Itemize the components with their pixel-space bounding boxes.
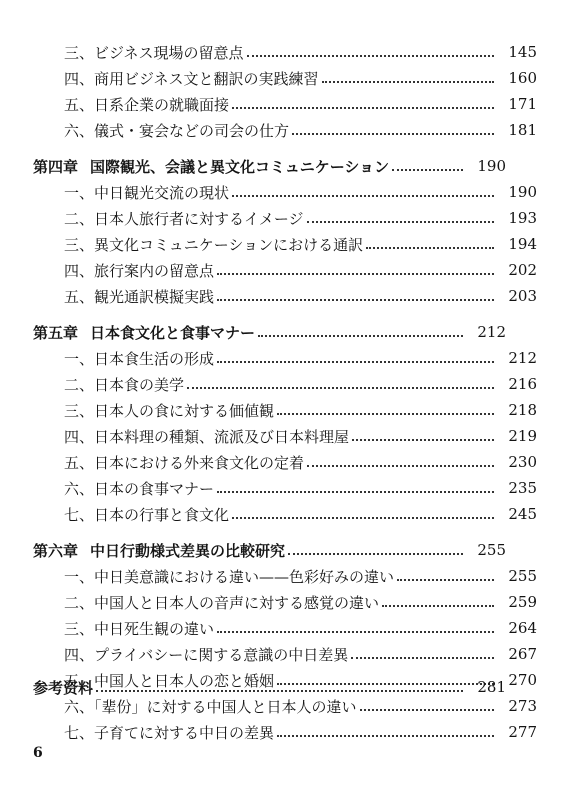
toc-chapter-entry [0, 155, 533, 177]
dot-leader [360, 709, 494, 711]
dot-leader [307, 221, 494, 223]
entry-title: 七、子育てに対する中日の差異 [64, 723, 275, 742]
toc-section-entry [0, 285, 564, 307]
entry-page-number: 219 [508, 427, 537, 445]
entry-page-number: 235 [508, 479, 537, 497]
toc-section-entry [0, 425, 564, 447]
entry-page-number: 259 [508, 593, 537, 611]
entry-title: 四、プライバシーに関する意識の中日差異 [64, 645, 349, 664]
toc-section-entry [0, 41, 564, 63]
entry-title: 五、中国人と日本人の恋と婚姻 [64, 671, 275, 690]
toc-section-entry [0, 181, 564, 203]
entry-page-number: 267 [508, 645, 537, 663]
toc-section-entry [0, 591, 564, 613]
toc-section-entry [0, 451, 564, 473]
dot-leader [258, 335, 463, 337]
dot-leader [351, 657, 494, 659]
entry-title: 六、「辈份」に対する中国人と日本人の違い [64, 697, 357, 716]
entry-title: 一、中日美意識における違い——色彩好みの違い [64, 567, 395, 586]
dot-leader [232, 107, 494, 109]
entry-page-number: 212 [477, 323, 506, 341]
toc-section-entry [0, 399, 564, 421]
entry-title: 四、旅行案内の留意点 [64, 261, 215, 280]
entry-page-number: 216 [508, 375, 537, 393]
entry-page-number: 190 [477, 157, 506, 175]
entry-page-number: 277 [508, 723, 537, 741]
dot-leader [217, 299, 494, 301]
toc-section-entry [0, 565, 564, 587]
entry-title: 二、日本人旅行者に対するイメージ [64, 209, 304, 228]
dot-leader [307, 465, 494, 467]
dot-leader [352, 439, 494, 441]
entry-page-number: 230 [508, 453, 537, 471]
toc-section-entry [0, 207, 564, 229]
toc-reference-entry [0, 676, 533, 698]
dot-leader [232, 195, 494, 197]
entry-title: 四、日本料理の種類、流派及び日本料理屋 [64, 427, 350, 446]
entry-title: 五、日本における外来食文化の定着 [64, 453, 305, 472]
dot-leader [217, 491, 494, 493]
dot-leader [322, 81, 494, 83]
toc-chapter-entry [0, 321, 533, 343]
toc-section-entry [0, 373, 564, 395]
toc-section-entry [0, 721, 564, 743]
dot-leader [217, 273, 494, 275]
entry-title: 日本食文化と食事マナー [90, 323, 256, 342]
entry-page-number: 193 [508, 209, 537, 227]
entry-page-number: 171 [508, 95, 537, 113]
entry-page-number: 218 [508, 401, 537, 419]
entry-page-number: 203 [508, 287, 537, 305]
entry-title: 三、ビジネス現場の留意点 [64, 43, 244, 62]
dot-leader [392, 169, 463, 171]
dot-leader [288, 553, 463, 555]
entry-page-number: 145 [508, 43, 537, 61]
entry-page-number: 202 [508, 261, 537, 279]
entry-page-number: 255 [508, 567, 537, 585]
entry-title: 五、観光通訳模擬実践 [64, 287, 215, 306]
toc-section-entry [0, 503, 564, 525]
entry-title: 五、日系企業の就職面接 [64, 95, 230, 114]
entry-page-number: 190 [508, 183, 537, 201]
entry-title: 二、日本食の美学 [64, 375, 185, 394]
entry-title: 七、日本の行事と食文化 [64, 505, 230, 524]
dot-leader [277, 735, 494, 737]
toc-chapter-entry [0, 539, 533, 561]
toc-section-entry [0, 695, 564, 717]
dot-leader [292, 133, 494, 135]
entry-title: 二、中国人と日本人の音声に対する感覚の違い [64, 593, 380, 612]
toc-section-entry [0, 67, 564, 89]
entry-title: 参考资料 [33, 678, 94, 697]
dot-leader [397, 579, 494, 581]
toc-section-entry [0, 643, 564, 665]
entry-title: 国際観光、会議と異文化コミュニケーション [90, 157, 390, 176]
entry-page-number: 245 [508, 505, 537, 523]
dot-leader [382, 605, 494, 607]
entry-page-number: 160 [508, 69, 537, 87]
dot-leader [187, 387, 494, 389]
entry-title: 四、商用ビジネス文と翻訳の実践練習 [64, 69, 319, 88]
entry-page-number: 281 [477, 678, 506, 696]
entry-title: 六、儀式・宴会などの司会の仕方 [64, 121, 290, 140]
toc-section-entry [0, 233, 564, 255]
dot-leader [247, 55, 494, 57]
page-number: 6 [33, 745, 43, 761]
entry-title: 中日行動様式差異の比較研究 [90, 541, 286, 560]
dot-leader [232, 517, 494, 519]
toc-section-entry [0, 477, 564, 499]
entry-page-number: 212 [508, 349, 537, 367]
chapter-number: 第六章 [33, 541, 79, 560]
toc-section-entry [0, 347, 564, 369]
entry-title: 一、日本食生活の形成 [64, 349, 215, 368]
dot-leader [96, 690, 463, 692]
dot-leader [366, 247, 494, 249]
toc-section-entry [0, 259, 564, 281]
entry-title: 三、日本人の食に対する価値観 [64, 401, 275, 420]
chapter-number: 第四章 [33, 157, 79, 176]
dot-leader [277, 413, 494, 415]
entry-title: 一、中日観光交流の現状 [64, 183, 230, 202]
entry-page-number: 273 [508, 697, 537, 715]
entry-title: 三、中日死生観の違い [64, 619, 215, 638]
dot-leader [217, 631, 494, 633]
entry-page-number: 181 [508, 121, 537, 139]
toc-section-entry [0, 119, 564, 141]
entry-page-number: 270 [508, 671, 537, 689]
chapter-number: 第五章 [33, 323, 79, 342]
entry-title: 六、日本の食事マナー [64, 479, 215, 498]
entry-page-number: 255 [477, 541, 506, 559]
toc-section-entry [0, 617, 564, 639]
toc-section-entry [0, 93, 564, 115]
entry-page-number: 194 [508, 235, 537, 253]
dot-leader [217, 361, 494, 363]
entry-title: 三、異文化コミュニケーションにおける通訳 [64, 235, 364, 254]
entry-page-number: 264 [508, 619, 537, 637]
